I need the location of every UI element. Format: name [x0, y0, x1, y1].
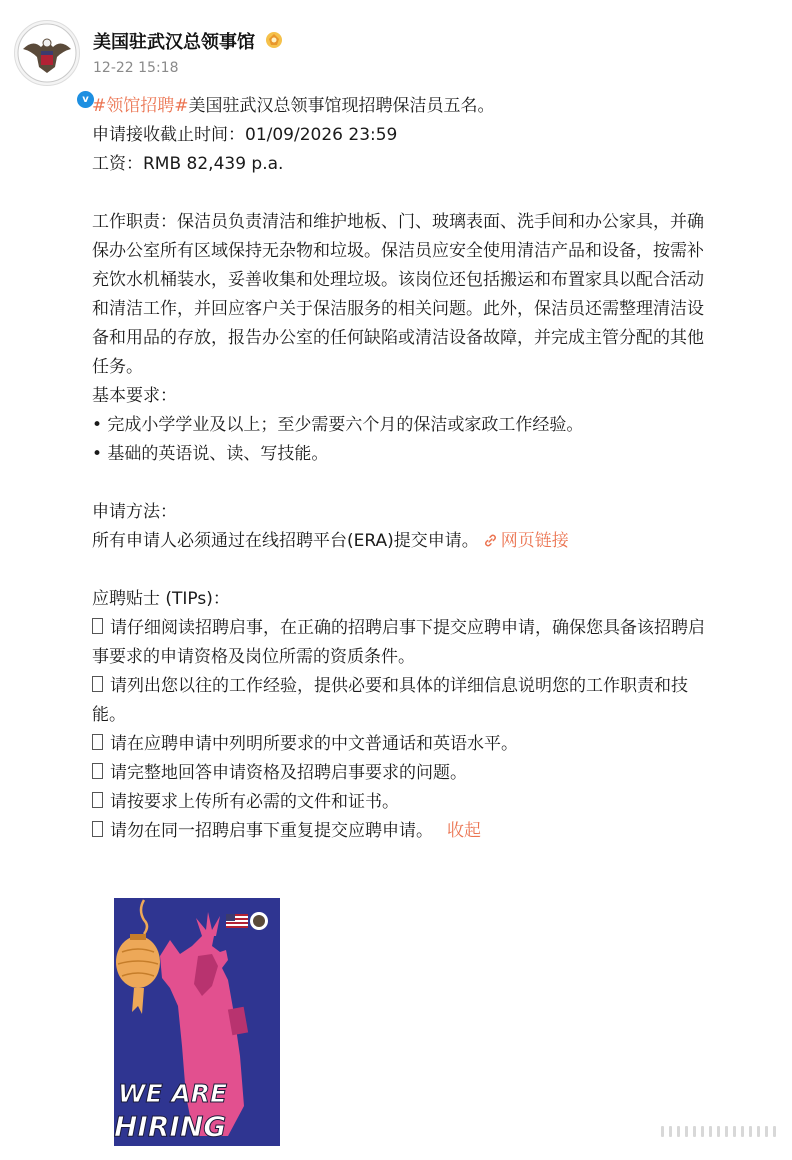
- hiring-poster-image[interactable]: [108, 896, 284, 1150]
- tip-item: [92, 759, 776, 788]
- hashtag-link[interactable]: #领馆招聘#: [92, 96, 189, 116]
- statue-of-liberty-illustration: [108, 896, 284, 1150]
- verified-icon: v: [75, 89, 96, 110]
- deadline-text: 申请接收截止时间：01/09/2026 23:59: [92, 125, 398, 145]
- web-link[interactable]: [479, 531, 569, 551]
- tips-heading: 应聘贴士 (TIPs)：: [92, 589, 230, 609]
- tip-item: [92, 614, 776, 643]
- duties-line: 工作职责：保洁员负责清洁和维护地板、门、玻璃表面、洗手间和办公家具，并确: [92, 212, 704, 232]
- salary-text: 工资：RMB 82,439 p.a.: [92, 154, 284, 174]
- apply-line: [92, 527, 776, 556]
- apply-heading: 申请方法：: [92, 502, 177, 522]
- watermark-dots: [661, 1126, 777, 1137]
- tip-text: 请列出您以往的工作经验，提供必要和具体的详细信息说明您的工作职责和技: [110, 676, 688, 696]
- checkbox-glyph-icon: [92, 676, 103, 692]
- requirement-item: • 完成小学学业及以上；至少需要六个月的保洁或家政工作经验。: [92, 415, 584, 435]
- tip-item: [92, 672, 776, 701]
- duties-line: 保办公室所有区域保持无杂物和垃圾。保洁员应安全使用清洁产品和设备，按需补: [92, 241, 704, 261]
- eagle-seal-icon: [15, 21, 79, 85]
- tip-text: 请勿在同一招聘启事下重复提交应聘申请。: [110, 821, 433, 841]
- account-name[interactable]: 美国驻武汉总领事馆: [93, 32, 255, 53]
- tip-item: [92, 730, 776, 759]
- avatar[interactable]: [14, 20, 89, 105]
- poster-text-line1: WE ARE: [118, 1079, 228, 1108]
- apply-text: 所有申请人必须通过在线招聘平台(ERA)提交申请。: [92, 531, 479, 551]
- headline-line: [92, 92, 776, 121]
- checkbox-glyph-icon: [92, 618, 103, 634]
- tip-text: 请按要求上传所有必需的文件和证书。: [110, 792, 399, 812]
- checkbox-glyph-icon: [92, 792, 103, 808]
- checkbox-glyph-icon: [92, 734, 103, 750]
- tip-text: 请完整地回答申请资格及招聘启事要求的问题。: [110, 763, 467, 783]
- post-content: [92, 92, 776, 846]
- tip-continuation: 能。: [92, 705, 126, 725]
- duties-line: 任务。: [92, 357, 143, 377]
- duties-line: 充饮水机桶装水，妥善收集和处理垃圾。该岗位还包括搬运和布置家具以配合活动: [92, 270, 704, 290]
- tip-text: 请仔细阅读招聘启事，在正确的招聘启事下提交应聘申请，确保您具备该招聘启: [110, 618, 705, 638]
- requirement-item: • 基础的英语说、读、写技能。: [92, 444, 329, 464]
- link-icon: [483, 533, 498, 548]
- web-link-label[interactable]: 网页链接: [500, 531, 569, 551]
- duties-line: 备和用品的存放，报告办公室的任何缺陷或清洁设备故障，并完成主管分配的其他: [92, 328, 704, 348]
- poster-text-line2: HIRING: [114, 1110, 227, 1143]
- collapse-button[interactable]: 收起: [447, 821, 481, 841]
- gold-badge-icon: [264, 30, 284, 50]
- post-timestamp[interactable]: 12-22 15:18: [93, 60, 179, 76]
- tip-continuation: 事要求的申请资格及岗位所需的资质条件。: [92, 647, 415, 667]
- tip-item: [92, 817, 776, 846]
- requirements-heading: 基本要求：: [92, 386, 177, 406]
- headline-text: 美国驻武汉总领事馆现招聘保洁员五名。: [188, 96, 495, 116]
- tip-text: 请在应聘申请中列明所要求的中文普通话和英语水平。: [110, 734, 518, 754]
- tip-item: [92, 788, 776, 817]
- duties-line: 和清洁工作，并回应客户关于保洁服务的相关问题。此外，保洁员还需整理清洁设: [92, 299, 704, 319]
- checkbox-glyph-icon: [92, 821, 103, 837]
- checkbox-glyph-icon: [92, 763, 103, 779]
